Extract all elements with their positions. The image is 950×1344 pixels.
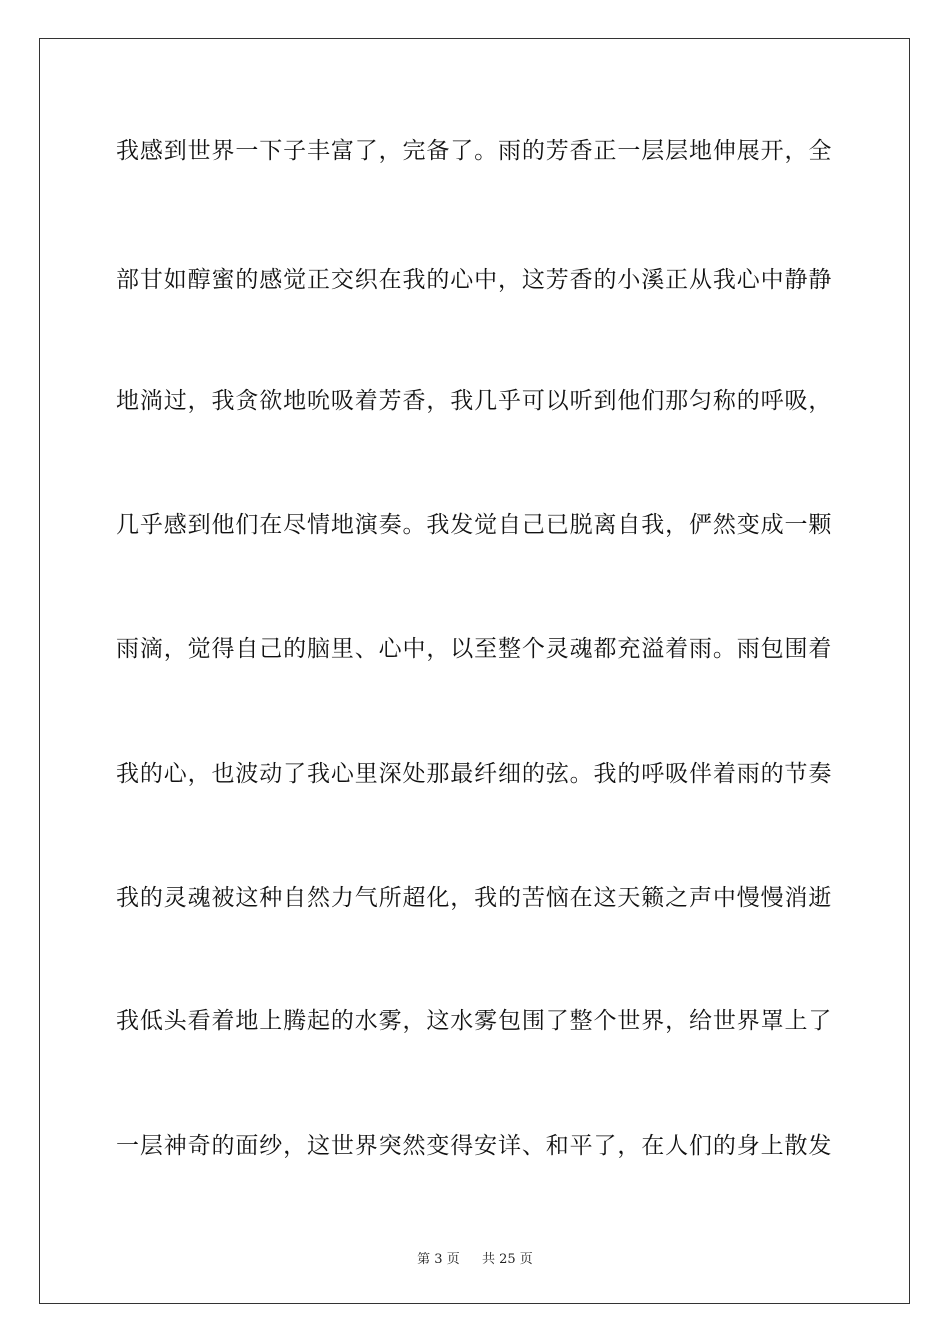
body-text-line-6: 我的心，也波动了我心里深处那最纤细的弦。我的呼吸伴着雨的节奏 (116, 761, 832, 787)
page-border (39, 38, 910, 1304)
body-text-line-4: 几乎感到他们在尽情地演奏。我发觉自己已脱离自我，俨然变成一颗 (116, 512, 832, 538)
body-text-line-2: 部甘如醇蜜的感觉正交织在我的心中，这芳香的小溪正从我心中静静 (116, 267, 832, 293)
page-footer (0, 1248, 950, 1267)
body-text-line-7: 我的灵魂被这种自然力气所超化，我的苦恼在这天籁之声中慢慢消逝 (116, 885, 832, 911)
total-pages: 共 25 页 (482, 1252, 533, 1267)
page-number: 第 3 页 (417, 1252, 460, 1267)
body-text-line-9: 一层神奇的面纱，这世界突然变得安详、和平了，在人们的身上散发 (116, 1133, 832, 1159)
body-text-line-5: 雨滴，觉得自己的脑里、心中，以至整个灵魂都充溢着雨。雨包围着 (116, 636, 832, 662)
body-text-line-8: 我低头看着地上腾起的水雾，这水雾包围了整个世界，给世界罩上了 (116, 1008, 832, 1034)
body-text-line-3: 地淌过，我贪欲地吮吸着芳香，我几乎可以听到他们那匀称的呼吸， (116, 388, 832, 414)
body-text-line-1: 我感到世界一下子丰富了，完备了。雨的芳香正一层层地伸展开，全 (116, 138, 832, 164)
